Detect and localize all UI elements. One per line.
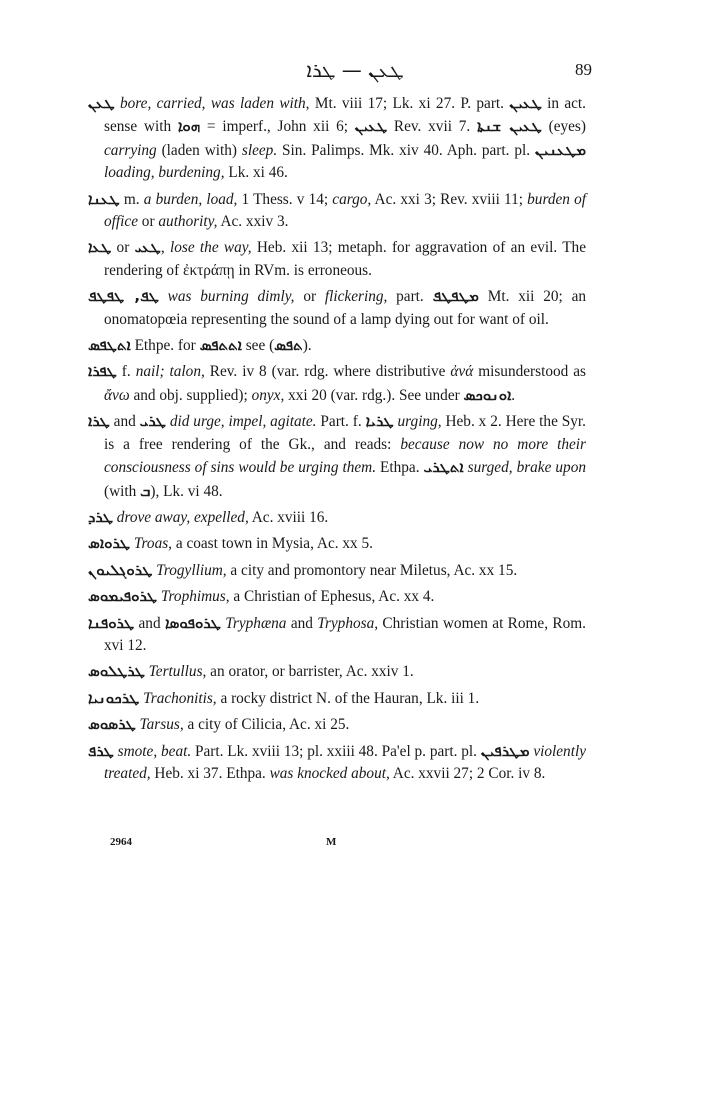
entry-gloss: Trophimus, — [157, 588, 230, 606]
entry-text: . — [511, 386, 516, 404]
entry-text: see ( — [241, 337, 275, 355]
entry-text: ), Lk. vi 48. — [150, 482, 223, 500]
entry-text: and — [134, 614, 165, 632]
syriac-headword: ܛܥܝܢ — [509, 94, 542, 112]
syriac-headword: ܛܪܟܘܢܝܐ — [88, 688, 140, 707]
syriac-headword: ܛܪܘܦܢܐ — [88, 613, 135, 632]
entry-gloss: smote, beat. — [113, 742, 192, 760]
entry-text: ). — [302, 337, 312, 355]
syriac-headword: ܐܬܛܦܣ — [88, 336, 131, 355]
entry-text: Part. f. — [316, 413, 366, 431]
dictionary-entry — [88, 236, 586, 282]
entry-gloss: Tarsus, — [135, 716, 184, 734]
syriac-headword: ܛܥܝܢ — [354, 117, 388, 136]
entry-gloss: urging, — [393, 413, 442, 431]
entry-text: or — [294, 288, 325, 306]
entry-text: an orator, or barrister, Ac. xxiv 1. — [206, 663, 414, 681]
entry-gloss: Trogyllium, — [152, 561, 227, 579]
syriac-headword: ܛܪܝ — [139, 412, 166, 431]
entry-text: or — [137, 213, 159, 231]
dictionary-entry — [88, 92, 586, 185]
entry-gloss: carrying — [104, 141, 157, 159]
syriac-headword: ܗܘܐ — [177, 117, 201, 136]
entry-gloss: was burning dimly, — [158, 288, 295, 306]
entry-text: Sin. Palimps. Mk. xiv 40. Aph. part. pl. — [277, 141, 535, 159]
entry-gloss: drove away, expelled, — [112, 508, 249, 526]
syriac-headword: ܛܥܐ — [88, 238, 112, 257]
entry-gloss: did urge, impel, agitate. — [165, 413, 317, 431]
entry-gloss: because now no more their consciousness of sins would be urging them. — [104, 435, 586, 477]
entry-text: Part. Lk. xviii 13; pl. xxiii 48. Pa'el p. part. pl. — [191, 742, 481, 760]
entry-gloss: Tertullus, — [144, 663, 207, 681]
dictionary-entry — [88, 334, 586, 357]
entry-gloss: bore, carried, was laden with, — [114, 95, 310, 112]
entry-text: = imperf., John xii 6; — [200, 118, 355, 136]
entry-text: Heb. xii 13; metaph. for aggravation of an evil. The rendering of — [104, 239, 586, 279]
entry-text: a Christian of Ephesus, Ac. xx 4. — [229, 588, 435, 606]
entry-text: in RVm. is erroneous. — [234, 261, 372, 279]
entry-text: (with — [104, 482, 141, 500]
entry-gloss: ἄνω — [104, 386, 130, 404]
entry-text: Ac. xviii 16. — [248, 508, 329, 526]
entry-gloss: loading, burdening, — [104, 164, 225, 182]
syriac-headword: ܛܦ, ܛܦܛܦ — [88, 287, 159, 306]
entry-text: in act. sense with — [104, 95, 586, 136]
entry-gloss: a burden, load, — [143, 190, 238, 208]
entry-gloss: onyx, — [251, 386, 285, 404]
entry-text: Mt. viii 17; Lk. xi 27. P. part. — [309, 95, 510, 112]
syriac-headword: ܛܪܝܐ — [365, 412, 394, 431]
syriac-headword: ܛܥܢܐ — [88, 189, 120, 208]
entry-text: or — [111, 239, 135, 257]
entry-text: Heb. x 2. Here the Syr. is a free rendering of the Gk., and reads: — [104, 413, 586, 453]
syriac-headword: ܡܛܥܢܝܢ — [534, 140, 587, 159]
dictionary-entry — [88, 687, 586, 710]
entry-text: a city of Cilicia, Ac. xi 25. — [183, 716, 350, 734]
entry-gloss: ἀνά — [450, 363, 474, 381]
entry-text: Ac. xxvii 27; 2 Cor. iv 8. — [389, 764, 546, 782]
entry-text: Ethpa. — [376, 459, 424, 477]
entry-text: a coast town in Mysia, Ac. xx 5. — [172, 535, 373, 553]
entry-text: ἐκτράπῃ — [183, 261, 235, 279]
entry-text: f. — [116, 363, 136, 381]
entry-gloss: Tryphæna — [220, 614, 287, 632]
syriac-headword: ܒ — [140, 481, 151, 500]
dictionary-entry — [88, 612, 586, 658]
syriac-headword: ܡܛܦܛܦ — [432, 287, 479, 306]
entry-text: xxi 20 (var. rdg.). See under — [284, 386, 464, 404]
dictionary-entry — [88, 660, 586, 683]
entry-text: Lk. xi 46. — [224, 164, 288, 182]
dictionary-entry — [88, 559, 586, 582]
entry-text: m. — [119, 190, 144, 208]
syriac-headword: ܐܬܬܦܣ — [199, 336, 242, 355]
syriac-headword: ܬܦܣ — [274, 336, 303, 355]
syriac-headword: ܛܥܢ — [88, 94, 115, 112]
page-number: 89 — [575, 60, 592, 79]
entry-text: misunderstood as — [473, 363, 586, 381]
entry-text: and — [109, 413, 140, 431]
entry-text: Heb. xi 37. Ethpa. — [150, 764, 270, 782]
running-head — [0, 58, 710, 88]
entry-text: 1 Thess. v 14; — [237, 190, 333, 208]
syriac-headword: ܛܥܝ — [134, 238, 161, 257]
entry-gloss: cargo, — [332, 190, 372, 208]
entry-text: and — [286, 614, 318, 632]
signature-code: 2964 — [110, 836, 132, 848]
entry-text: and obj. supplied); — [129, 386, 252, 404]
signature-letter: M — [326, 836, 337, 848]
syriac-headword: ܐܘܢܘܟܣ — [463, 385, 512, 404]
entry-gloss: Troas, — [130, 535, 173, 553]
syriac-headword: ܛܥܝܢ ܫܢܬܐ — [476, 117, 542, 136]
syriac-headword: ܛܪܣܘܣ — [88, 715, 136, 734]
syriac-headword: ܛܪܦ — [88, 741, 114, 760]
syriac-headword: ܛܪܛܠܘܣ — [88, 662, 145, 681]
entry-gloss: violently treated, — [104, 742, 586, 782]
dictionary-entry — [88, 740, 586, 786]
entry-text: Ethpe. for — [130, 337, 200, 355]
dictionary-entry — [88, 585, 586, 608]
dictionary-entry — [88, 410, 586, 503]
syriac-headword: ܛܪܘܐܣ — [88, 534, 131, 553]
entry-text: (laden with) — [156, 141, 242, 159]
entry-text: (eyes) — [541, 118, 586, 136]
entry-gloss: , lose the way, — [160, 239, 252, 257]
entry-text: Christian women at Rome, Rom. xvi 12. — [104, 614, 586, 654]
entry-gloss: sleep. — [241, 141, 278, 159]
page-footer — [110, 836, 580, 856]
dictionary-entry — [88, 285, 586, 331]
dictionary-entries — [88, 92, 586, 788]
dictionary-entry — [88, 532, 586, 555]
syriac-headword: ܡܛܪܦܝܢ — [480, 741, 530, 760]
syriac-headword: ܐܬܛܪܝ — [423, 458, 464, 477]
entry-gloss: burden of office — [104, 190, 586, 231]
entry-gloss: nail; talon, — [135, 363, 205, 381]
dictionary-entry — [88, 360, 586, 407]
syriac-headword: ܛܪܘܦܝܡܘܣ — [88, 587, 158, 606]
entry-text: Ac. xxi 3; Rev. xviii 11; — [371, 190, 528, 208]
entry-text: a rocky district N. of the Hauran, Lk. iii 1. — [216, 689, 480, 707]
entry-gloss: surged, brake upon — [463, 459, 586, 477]
dictionary-entry — [88, 188, 586, 234]
dictionary-entry — [88, 713, 586, 736]
entry-gloss: Tryphosa, — [317, 614, 379, 632]
syriac-headword: ܛܪܐ — [88, 412, 110, 431]
entry-gloss: Trachonitis, — [139, 689, 217, 707]
entry-text: part. — [387, 288, 433, 306]
dictionary-entry — [88, 506, 586, 529]
syriac-headword: ܛܦܪܐ — [88, 362, 117, 381]
syriac-headword: ܛܪܘܓܠܝܘܢ — [88, 560, 153, 579]
syriac-headword: ܛܪܕ — [88, 507, 113, 526]
entry-text: Rev. xvii 7. — [387, 118, 477, 136]
entry-text: Mt. xii 20; an onomatopœia representing the sound of a lamp dying out for want of oil. — [104, 288, 587, 328]
entry-gloss: was knocked about, — [269, 764, 390, 782]
running-head-title: ܛܥܢ — ܛܪܐ — [306, 58, 404, 82]
syriac-headword: ܛܪܘܦܘܣܐ — [164, 613, 221, 632]
entry-gloss: authority, — [158, 213, 218, 231]
entry-text: Rev. iv 8 (var. rdg. where distributive — [204, 363, 451, 381]
entry-text: a city and promontory near Miletus, Ac. xx 15. — [226, 561, 518, 579]
entry-text: Ac. xxiv 3. — [217, 213, 289, 231]
entry-gloss: flickering, — [324, 288, 388, 306]
